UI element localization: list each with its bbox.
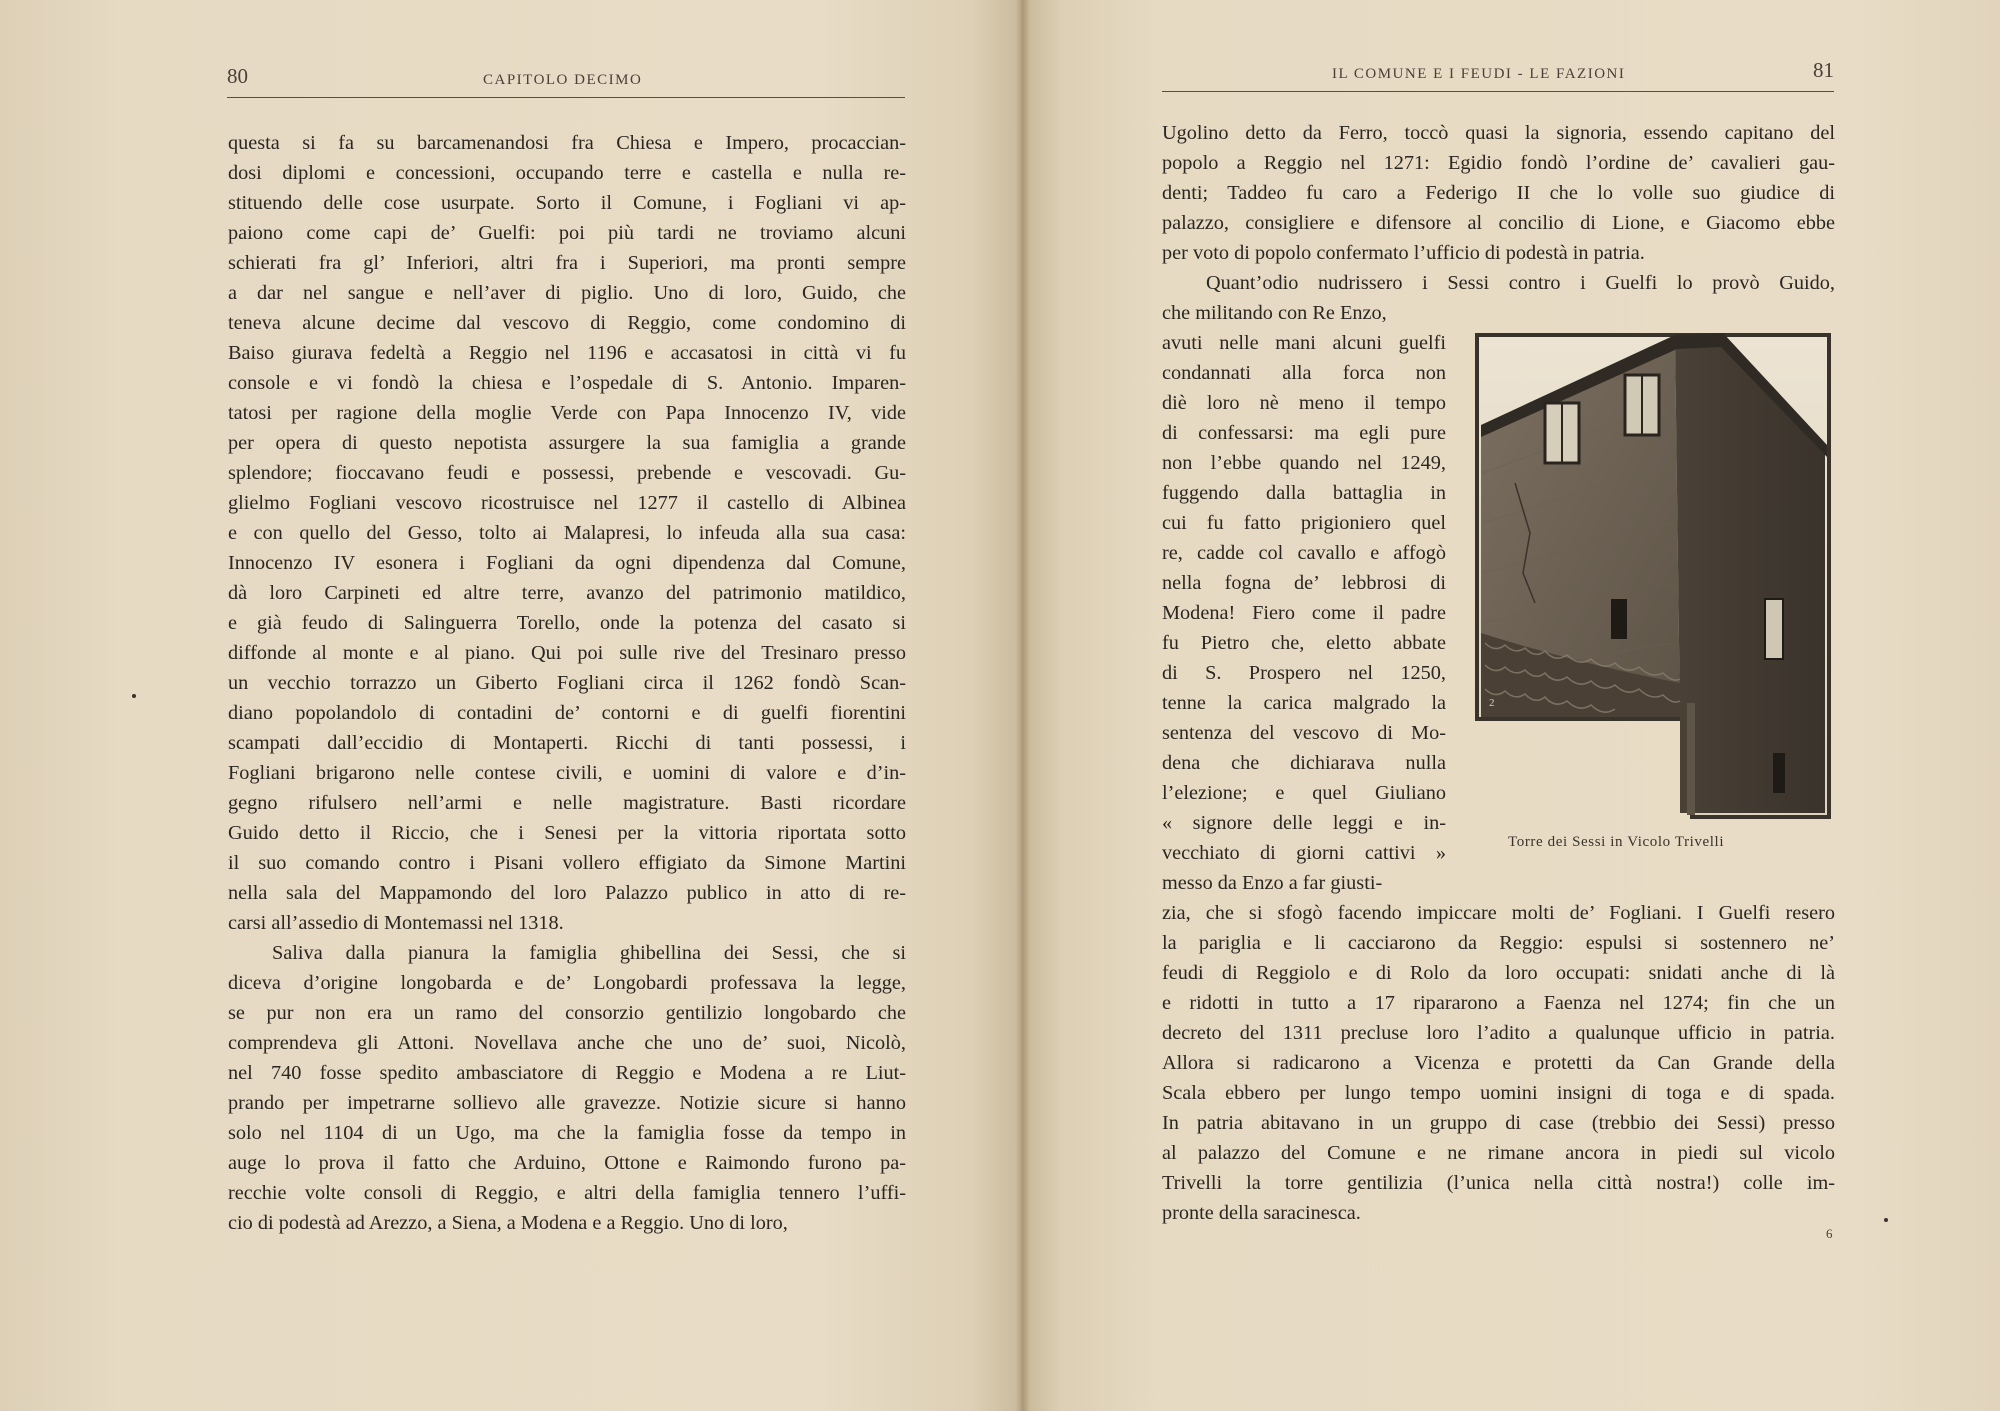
- text-line: di S. Prospero nel 1250,: [1162, 662, 1446, 684]
- text-line: recchie volte consoli di Reggio, e altri della famiglia tennero l’uffi-: [228, 1182, 906, 1204]
- text-line: decreto del 1311 precluse loro l’adito a qualunque ufficio in patria.: [1162, 1022, 1835, 1044]
- figure-caption: Torre dei Sessi in Vicolo Trivelli: [1508, 834, 1725, 850]
- text-line: prando per impetrarne sollievo alle gravezze. Notizie sicure si hanno: [228, 1092, 906, 1114]
- text-line: vecchiato di giorni cattivi »: [1162, 842, 1446, 864]
- text-line: un vecchio torrazzo un Giberto Fogliani circa il 1262 fondò Scan-: [228, 672, 906, 694]
- text-line: cio di podestà ad Arezzo, a Siena, a Modena e a Reggio. Uno di loro,: [228, 1212, 788, 1234]
- right-body-beside-figure: [1162, 298, 1446, 898]
- text-line: splendore; fioccavano feudi e possessi, prebende e vescovadi. Gu-: [228, 462, 906, 484]
- text-line: re, cadde col cavallo e affogò: [1162, 542, 1446, 564]
- text-line: diè loro nè meno il tempo: [1162, 392, 1446, 414]
- text-line: questa si fa su barcamenandosi fra Chiesa e Impero, procaccian-: [228, 132, 906, 154]
- text-line: diceva d’origine longobarda e de’ Longobardi professava la legge,: [228, 972, 906, 994]
- text-line: Fogliani brigarono nelle contese civili, e uomini di valore e d’in-: [228, 762, 906, 784]
- text-line: nella sala del Mappamondo del loro Palazzo publico in atto di re-: [228, 882, 906, 904]
- text-line: al palazzo del Comune e ne rimane ancora in piedi sul vicolo: [1162, 1142, 1835, 1164]
- text-line: console e vi fondò la chiesa e l’ospedale di S. Antonio. Imparen-: [228, 372, 906, 394]
- text-line: sentenza del vescovo di Mo-: [1162, 722, 1446, 744]
- page-speck: [132, 694, 136, 698]
- plate-mark: 2: [1489, 697, 1495, 709]
- left-running-head: [227, 58, 905, 98]
- right-running-title: IL COMUNE E I FEUDI - LE FAZIONI: [1332, 66, 1626, 82]
- text-line: diano popolandolo di contadini de’ contorni e di guelfi fiorentini: [228, 702, 906, 724]
- text-line: pronte della saracinesca.: [1162, 1202, 1361, 1224]
- text-line: che militando con Re Enzo,: [1162, 302, 1387, 324]
- left-body-text: [228, 128, 906, 1238]
- text-line: stituendo delle cose usurpate. Sorto il Comune, i Fogliani vi ap-: [228, 192, 906, 214]
- text-line: Modena! Fiero come il padre: [1162, 602, 1446, 624]
- text-line: auge lo prova il fatto che Arduino, Ottone e Raimondo furono pa-: [228, 1152, 906, 1174]
- text-line: Ugolino detto da Ferro, toccò quasi la signoria, essendo capitano del: [1162, 122, 1835, 144]
- text-line: Trivelli la torre gentilizia (l’unica nella città nostra!) colle im-: [1162, 1172, 1835, 1194]
- text-line: Baiso giurava fedeltà a Reggio nel 1196 e accasatosi in città vi fu: [228, 342, 906, 364]
- text-line: e già feudo di Salinguerra Torello, onde la potenza del casato si: [228, 612, 906, 634]
- text-line: se pur non era un ramo del consorzio gentilizio longobardo che: [228, 1002, 906, 1024]
- text-line: fuggendo dalla battaglia in: [1162, 482, 1446, 504]
- text-line: per opera di questo nepotista assurgere la sua famiglia a grande: [228, 432, 906, 454]
- right-header-rule: [1162, 91, 1834, 92]
- text-line: Innocenzo IV esonera i Fogliani da ogni dipendenza dal Comune,: [228, 552, 906, 574]
- text-line: dà loro Carpineti ed altre terre, avanzo del patrimonio matildico,: [228, 582, 906, 604]
- text-line: messo da Enzo a far giusti-: [1162, 872, 1383, 894]
- text-line: feudi di Reggiolo e di Rolo da loro occupati: snidati anche di là: [1162, 962, 1835, 984]
- text-line: dena che dichiarava nulla: [1162, 752, 1446, 774]
- text-line: teneva alcune decime dal vescovo di Reggio, come condomino di: [228, 312, 906, 334]
- text-line: Allora si radicarono a Vicenza e protetti da Can Grande della: [1162, 1052, 1835, 1074]
- text-line: Quant’odio nudrissero i Sessi contro i Guelfi lo provò Guido,: [1206, 272, 1835, 294]
- signature-number: 6: [1826, 1226, 1833, 1241]
- text-line: a dar nel sangue e nell’aver di piglio. Uno di loro, Guido, che: [228, 282, 906, 304]
- text-line: scampati dall’eccidio di Montaperti. Ricchi di tanti possessi, i: [228, 732, 906, 754]
- text-line: avuti nelle mani alcuni guelfi: [1162, 332, 1446, 354]
- text-line: schierati fra gl’ Inferiori, altri fra i Superiori, ma pronti sempre: [228, 252, 906, 274]
- text-line: di confessarsi: ma egli pure: [1162, 422, 1446, 444]
- left-page-number: 80: [227, 64, 248, 88]
- page-speck: [1884, 1218, 1888, 1222]
- text-line: paiono come capi de’ Guelfi: poi più tardi ne troviamo alcuni: [228, 222, 906, 244]
- text-line: il suo comando contro i Pisani vollero effigiato da Simone Martini: [228, 852, 906, 874]
- tower-photograph: [1475, 333, 1831, 819]
- text-line: nel 740 fosse spedito ambasciatore di Reggio e Modena a re Liut-: [228, 1062, 906, 1084]
- left-header-rule: [227, 97, 905, 98]
- text-line: diffonde al monte e al piano. Qui poi sulle rive del Tresinaro presso: [228, 642, 906, 664]
- text-line: l’elezione; e quel Giuliano: [1162, 782, 1446, 804]
- tower-photo-image: [1475, 333, 1831, 819]
- right-body-top: [1162, 118, 1835, 298]
- text-line: dosi diplomi e concessioni, occupando terre e castella e nulla re-: [228, 162, 906, 184]
- text-line: la pariglia e li cacciarono da Reggio: espulsi si sostennero ne’: [1162, 932, 1835, 954]
- text-line: non l’ebbe quando nel 1249,: [1162, 452, 1446, 474]
- text-line: e con quello del Gesso, tolto ai Malapresi, lo infeuda alla sua casa:: [228, 522, 906, 544]
- text-line: carsi all’assedio di Montemassi nel 1318.: [228, 912, 564, 934]
- left-running-title: CAPITOLO DECIMO: [483, 72, 643, 88]
- text-line: denti; Taddeo fu caro a Federigo II che lo volle suo giudice di: [1162, 182, 1835, 204]
- text-line: In patria abitavano in un gruppo di case (trebbio dei Sessi) presso: [1162, 1112, 1835, 1134]
- text-line: fu Pietro che, eletto abbate: [1162, 632, 1446, 654]
- text-line: comprendeva gli Attoni. Novellava anche che uno de’ suoi, Nicolò,: [228, 1032, 906, 1054]
- text-line: condannati alla forca non: [1162, 362, 1446, 384]
- text-line: Guido detto il Riccio, che i Senesi per la vittoria riportata sotto: [228, 822, 906, 844]
- right-running-head: [1162, 52, 1834, 92]
- text-line: tenne la carica malgrado la: [1162, 692, 1446, 714]
- book-gutter: [1016, 0, 1030, 1411]
- text-line: e ridotti in tutto a 17 ripararono a Faenza nel 1274; fin che un: [1162, 992, 1835, 1014]
- text-line: solo nel 1104 di un Ugo, ma che la famiglia fosse da tempo in: [228, 1122, 906, 1144]
- right-page-number: 81: [1813, 58, 1834, 82]
- text-line: gegno rifulsero nell’armi e nelle magistrature. Basti ricordare: [228, 792, 906, 814]
- text-line: tatosi per ragione della moglie Verde con Papa Innocenzo IV, vide: [228, 402, 906, 424]
- text-line: « signore delle leggi e in-: [1162, 812, 1446, 834]
- text-line: glielmo Fogliani vescovo ricostruisce nel 1277 il castello di Albinea: [228, 492, 906, 514]
- text-line: popolo a Reggio nel 1271: Egidio fondò l’ordine de’ cavalieri gau-: [1162, 152, 1835, 174]
- text-line: Saliva dalla pianura la famiglia ghibellina dei Sessi, che si: [272, 942, 906, 964]
- right-body-bottom: [1162, 898, 1835, 1228]
- text-line: nella fogna de’ lebbrosi di: [1162, 572, 1446, 594]
- text-line: cui fu fatto prigioniero quel: [1162, 512, 1446, 534]
- text-line: per voto di popolo confermato l’ufficio di podestà in patria.: [1162, 242, 1645, 264]
- text-line: palazzo, consigliere e difensore al concilio di Lione, e Giacomo ebbe: [1162, 212, 1835, 234]
- text-line: Scala ebbero per lungo tempo uomini insigni di toga e di spada.: [1162, 1082, 1835, 1104]
- text-line: zia, che si sfogò facendo impiccare molti de’ Fogliani. I Guelfi resero: [1162, 902, 1835, 924]
